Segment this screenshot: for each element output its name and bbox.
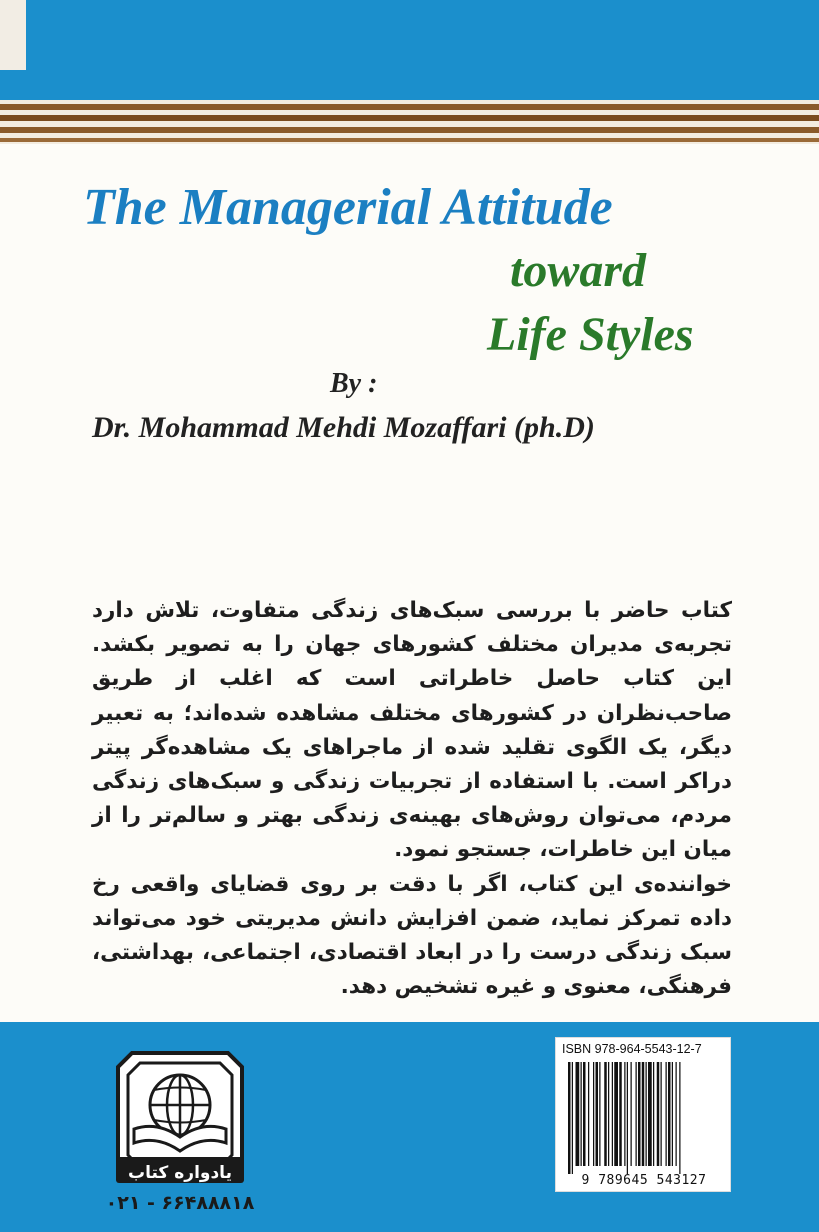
top-blue-band [0,0,819,100]
book-description [92,594,732,1004]
title-line-1: The Managerial Attitude [83,179,613,236]
barcode-bar [572,1062,573,1174]
publisher-name: یادواره کتاب [128,1163,232,1183]
description-paragraph-1: کتاب حاضر با بررسی سبک‌های زندگی متفاوت، تلاش دارد تجربه‌ی مدیران مختلف کشورهای جهان را به تصویر بکشد. این کتاب حاصل خاطراتی است که اغلب از طریق صاحب‌نظران در کشورهای مختلف مشاهده شده‌اند؛ به تعبیر دیگر، یک الگوی تقلید شده از ماجراهای یک مشاهده‌گر پیتر دراکر است. با استفاده از تجربیات زندگی و سبک‌های زندگی مردم، می‌توان روش‌های بهینه‌ی زندگی بهتر و سالم‌تر را از میان این خاطرات، جستجو نمود. [92,598,732,863]
barcode-bar [646,1062,647,1166]
barcode-bar [568,1062,571,1174]
barcode-bar [599,1062,600,1166]
barcode-bar [657,1062,660,1166]
top-corner-patch [0,0,26,70]
by-label: By : [330,368,378,399]
barcode-bar [666,1062,667,1166]
author-name: Dr. Mohammad Mehdi Mozaffari (ph.D) [92,411,595,444]
barcode-bar [612,1062,613,1166]
barcode-bar [672,1062,673,1166]
barcode-bar [608,1062,609,1166]
decorative-stripes [0,100,819,144]
isbn-text: ISBN 978-964-5543-12-7 [562,1042,702,1056]
barcode-icon [564,1062,724,1174]
barcode-bar [604,1062,607,1166]
barcode-bar [661,1062,662,1166]
description-paragraph-2: خواننده‌ی این کتاب، اگر با دقت بر روی قضایای واقعی رخ داده تمرکز نماید، ضمن افزایش دانش مدیریتی خود می‌تواند سبک زندگی درست را در ابعاد اقتصادی، اجتماعی، بهداشتی، فرهنگی، معنوی و غیره تشخیص دهد. [92,871,732,1000]
barcode-bar [583,1062,586,1166]
barcode-bar [576,1062,580,1166]
barcode-bar [581,1062,582,1166]
barcode-bar [642,1062,645,1166]
barcode-bar [619,1062,622,1166]
barcode-bar [624,1062,625,1166]
barcode-bar [679,1062,680,1174]
barcode-bar [638,1062,641,1166]
title-line-2: toward [510,244,647,297]
barcode-bar [596,1062,599,1166]
barcode-bar [636,1062,637,1166]
barcode-digits: 9 789645 543127 [581,1173,707,1188]
barcode-bar [614,1062,618,1166]
title-line-3: Life Styles [487,308,694,361]
barcode-bar [668,1062,671,1166]
barcode-bar [627,1062,628,1174]
barcode-bar [631,1062,632,1166]
barcode-bar [648,1062,652,1166]
barcode-bar [588,1062,589,1166]
barcode-bar [653,1062,654,1166]
barcode-bar [593,1062,594,1166]
barcode-bar [676,1062,677,1166]
barcode-panel [555,1037,731,1192]
publisher-phone: ۰۲۱ - ۶۶۴۸۸۸۱۸ [105,1192,255,1214]
